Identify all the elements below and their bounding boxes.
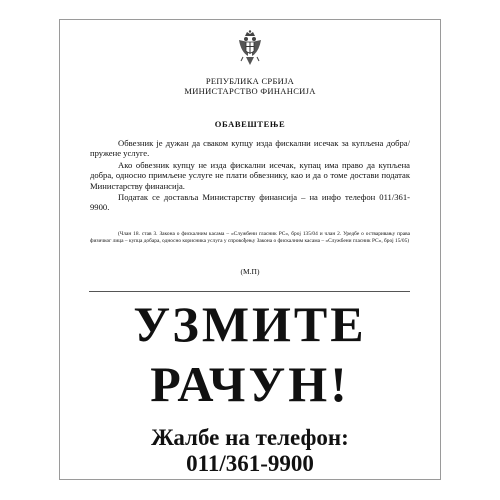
notice-paragraph: Податак се доставља Министарству финансија – на инфо телефон 011/361-9900. (90, 192, 410, 213)
complaints-phone: 011/361-9900 (186, 451, 314, 476)
republic-name: РЕПУБЛИКА СРБИЈА (205, 76, 295, 86)
notice-paragraph: Обвезник је дужан да сваком купцу изда фискални исечак за купљена добра/пружене услуге. (90, 138, 410, 159)
complaints-label: Жалбе на телефон: (151, 425, 349, 450)
issuer-header (60, 76, 440, 96)
notice-body (90, 138, 410, 214)
notice-title: ОБАВЕШТЕЊЕ (214, 119, 286, 129)
legal-reference: (Члан 18. став 3. Закона о фискалним касама – «Службени гласник РС», број 135/04 и члан 2. Уредбе о остваривању права физичког лица – купца добара, односно корисника услуга у спровођењу Закона о фискалним касама – «Службени гласник РС», број 15/05) (90, 231, 410, 244)
seal-placeholder: (М.П) (240, 267, 260, 276)
notice-paragraph: Ако обвезник купцу не изда фискални исечак, купац има право да купљена добра, односно примљене услуге не плати обвезнику, као и да о томе достави податак Министарству финансија. (90, 159, 410, 191)
section-divider (89, 291, 410, 292)
headline-receipt: РАЧУН! (150, 356, 350, 412)
ministry-name: МИНИСТАРСТВО ФИНАНСИЈА (184, 86, 316, 96)
coat-of-arms-icon (237, 30, 263, 68)
headline-take: УЗМИТЕ (133, 296, 367, 352)
